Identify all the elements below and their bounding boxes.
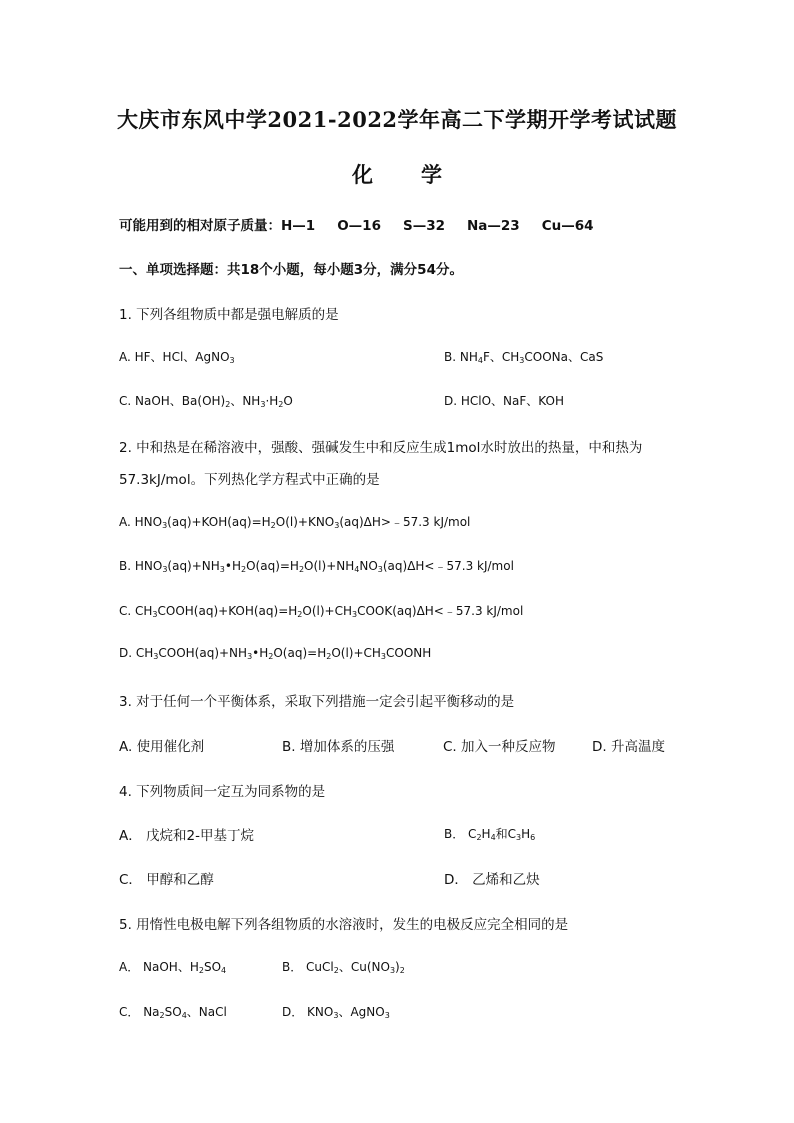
question-3-option-d: D. 升高温度 <box>592 739 665 755</box>
question-1-option-a: A. HF、HCl、AgNO$_3$ <box>119 350 235 365</box>
question-1-option-c: C. NaOH、$Ba(OH)_2$、$NH_3\cdot H_2O$ <box>119 394 293 409</box>
question-3-option-c: C. 加入一种反应物 <box>443 739 556 755</box>
section-heading: 一、单项选择题：共18个小题，每小题3分，满分54分。 <box>119 262 463 278</box>
question-4-option-c: C． 甲醇和乙醇 <box>119 872 214 888</box>
subject-char-2: 学 <box>421 162 442 187</box>
question-3-option-b: B. 增加体系的压强 <box>282 739 395 755</box>
question-3-stem: 3. 对于任何一个平衡体系，采取下列措施一定会引起平衡移动的是 <box>119 694 515 710</box>
question-5-stem: 5. 用惰性电极电解下列各组物质的水溶液时，发生的电极反应完全相同的是 <box>119 917 569 933</box>
atomic-mass-cu: Cu—64 <box>541 218 594 234</box>
question-5-option-c: C． $Na_2SO_4$、NaCl <box>119 1005 227 1020</box>
question-2-option-a: A. $HNO_3(aq)+KOH(aq)=H_2O(l)+KNO_3(aq)\Delta H>﹣57.3$ kJ/mol <box>119 515 471 530</box>
question-4-option-b: B． $C_2H_4$和$C_3H_6$ <box>444 827 536 842</box>
exam-title: 大庆市东风中学2021-2022学年高二下学期开学考试试题 <box>116 107 678 132</box>
question-2-stem-line-2: 57.3kJ/mol。下列热化学方程式中正确的是 <box>119 472 380 488</box>
question-1-stem: 1. 下列各组物质中都是强电解质的是 <box>119 307 339 323</box>
atomic-mass-na: Na—23 <box>466 218 520 234</box>
question-5-option-d: D． $KNO_3$、AgNO$_3$ <box>282 1005 390 1020</box>
question-5-option-b: B． CuCl$_2$、$Cu(NO_3)_2$ <box>282 960 405 975</box>
question-2-option-c: C. $CH_3COOH(aq)+KOH(aq)=H_2O(l)+CH_3COOK(aq)\Delta H<﹣57.3$ kJ/mol <box>119 604 524 619</box>
question-1-option-b: B. $NH_4F$、$CH_3COONa$、CaS <box>444 350 604 365</box>
atomic-mass-line <box>119 214 616 234</box>
question-4-stem: 4. 下列物质间一定互为同系物的是 <box>119 784 326 800</box>
atomic-mass-o: O—16 <box>337 218 381 234</box>
question-4-option-d: D． 乙烯和乙炔 <box>444 872 540 888</box>
question-1-option-d: D. HClO、NaF、KOH <box>444 394 564 408</box>
subject-char-1: 化 <box>352 162 373 187</box>
question-2-option-b: B. $HNO_3(aq)+NH_3•H_2O(aq)=H_2O(l)+NH_4NO_3(aq)\Delta H<﹣57.3$ kJ/mol <box>119 559 514 574</box>
question-4-option-a: A． 戊烷和2-甲基丁烷 <box>119 828 254 844</box>
atomic-mass-label: 可能用到的相对原子质量： <box>119 218 281 234</box>
question-5-option-a: A． NaOH、$H_2SO_4$ <box>119 960 227 975</box>
atomic-mass-h: H—1 <box>281 218 316 234</box>
atomic-mass-s: S—32 <box>402 218 445 234</box>
question-3-option-a: A. 使用催化剂 <box>119 739 205 755</box>
subject-title <box>0 159 794 189</box>
question-2-stem-line-1: 2. 中和热是在稀溶液中，强酸、强碱发生中和反应生成1mol水时放出的热量，中和热为 <box>119 440 643 456</box>
question-2-option-d: D. $CH_3COOH(aq)+NH_3•H_2O(aq)=H_2O(l)+CH_3COONH$ <box>119 646 432 661</box>
